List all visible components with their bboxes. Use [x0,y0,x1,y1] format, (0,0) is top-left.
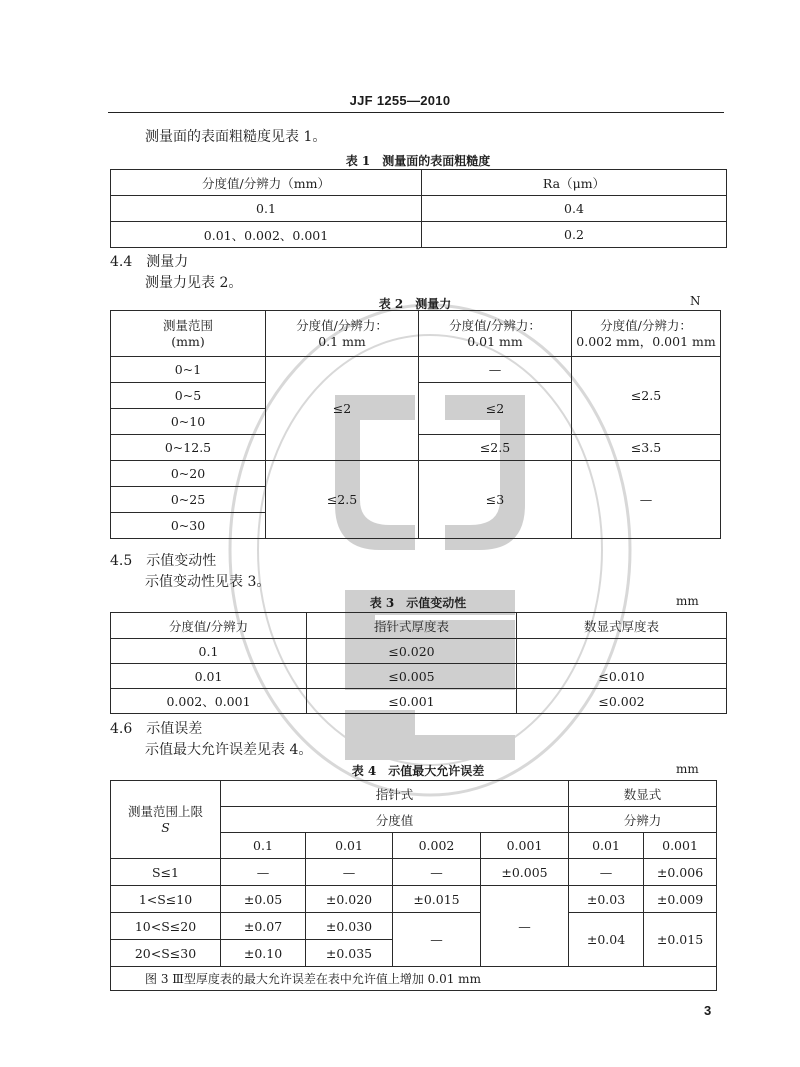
table3-cell: ≤0.002 [517,689,727,714]
table2-cell: ≤2 [266,357,419,461]
table3-cell: ≤0.001 [307,689,517,714]
table4-cell: — [393,859,481,886]
table2-range: 0~30 [111,513,266,539]
table4-cell: ±0.03 [569,886,644,913]
table2-range: 0~1 [111,357,266,383]
header-line: (mm) [171,333,205,349]
table3-cell: 0.1 [111,639,307,664]
table2-range: 0~12.5 [111,435,266,461]
table4-cell: ±0.005 [481,859,569,886]
table3-cell: ≤0.020 [307,639,517,664]
header-line: 分度值/分辨力： [296,317,388,333]
table4-range-header [111,781,221,859]
table4-cell: ±0.015 [393,886,481,913]
table4-col-header: 0.01 [569,833,644,859]
table3 [110,612,727,714]
table2-cell: ≤2.5 [419,435,572,461]
table2 [110,310,721,539]
table1-header: Ra（μm） [422,170,727,196]
table2-cell: ≤3 [419,461,572,539]
table3-caption: 表 3 示值变动性 [369,596,467,610]
header-symbol: S [161,819,170,835]
table1-cell: 0.2 [422,222,727,248]
table1-cell: 0.01、0.002、0.001 [111,222,422,248]
section-number: 4.6 [110,721,133,737]
table4-row-label: 20<S≤30 [111,940,221,967]
table1-caption: 表 1 测量面的表面粗糙度 [345,154,491,168]
table4-pointer-header: 指针式 [221,781,569,807]
table4-col-header: 0.1 [221,833,306,859]
table4-col-header: 0.001 [644,833,717,859]
header-line: 分度值/分辨力： [600,317,692,333]
table4-cell: ±0.009 [644,886,717,913]
section-title: 示值变动性 [146,553,217,569]
table2-header-001 [419,311,572,357]
table2-range: 0~25 [111,487,266,513]
table4-row-label: S≤1 [111,859,221,886]
section-4-5-text: 示值变动性见表 3。 [145,574,271,590]
table2-header-0002 [572,311,721,357]
table2-cell: ≤2 [419,383,572,435]
table2-header-range [111,311,266,357]
table2-cell: ≤2.5 [266,461,419,539]
section-title: 测量力 [146,254,189,270]
table1 [110,169,727,248]
table4-cell: ±0.07 [221,913,306,940]
table2-cell: ≤2.5 [572,357,721,435]
table4-cell: — [221,859,306,886]
table3-unit: mm [676,594,699,608]
section-title: 示值误差 [146,721,203,737]
page-header: JJF 1255—2010 [349,93,451,108]
header-line: 0.002 mm，0.001 mm [576,333,716,349]
table3-cell: ≤0.005 [307,664,517,689]
header-rule [108,112,724,113]
table3-cell [517,639,727,664]
header-line: 0.1 mm [318,333,366,349]
table4-col-header: 0.002 [393,833,481,859]
header-line: 测量范围上限 [127,803,203,819]
section-number: 4.5 [110,553,133,569]
table3-header: 指针式厚度表 [307,613,517,639]
table2-caption: 表 2 测量力 [378,297,452,311]
table4-cell: — [481,886,569,967]
table4-col-header: 0.01 [306,833,393,859]
table4-cell: ±0.10 [221,940,306,967]
table4-cell: ±0.035 [306,940,393,967]
table4 [110,780,717,991]
table4-cell: — [569,859,644,886]
table2-cell: ≤3.5 [572,435,721,461]
header-line: 0.01 mm [467,333,523,349]
table2-cell: — [419,357,572,383]
table2-unit: N [690,294,701,308]
table2-cell: — [572,461,721,539]
table4-cell: — [306,859,393,886]
header-line: 分度值/分辨力： [449,317,541,333]
table4-cell: ±0.04 [569,913,644,967]
table3-cell: 0.01 [111,664,307,689]
table2-range: 0~5 [111,383,266,409]
table4-row-label: 10<S≤20 [111,913,221,940]
table4-unit: mm [676,762,699,776]
section-4-6-text: 示值最大允许误差见表 4。 [145,742,313,758]
table4-cell: ±0.015 [644,913,717,967]
table4-note: 图 3 Ⅲ型厚度表的最大允许误差在表中允许值上增加 0.01 mm [111,967,717,991]
section-number: 4.4 [110,254,133,270]
intro-text: 测量面的表面粗糙度见表 1。 [145,129,327,145]
table3-cell: 0.002、0.001 [111,689,307,714]
table1-cell: 0.1 [111,196,422,222]
table4-digital-header: 数显式 [569,781,717,807]
table4-cell: ±0.030 [306,913,393,940]
table4-row-label: 1<S≤10 [111,886,221,913]
table2-range: 0~20 [111,461,266,487]
table4-cell: ±0.020 [306,886,393,913]
table3-cell: ≤0.010 [517,664,727,689]
section-4-5-heading [110,550,216,570]
table2-header-01 [266,311,419,357]
table4-resolution-header: 分辨力 [569,807,717,833]
table1-header: 分度值/分辨力（mm） [111,170,422,196]
table4-cell: ±0.05 [221,886,306,913]
header-line: 测量范围 [162,317,213,333]
table2-range: 0~10 [111,409,266,435]
table4-cell: ±0.006 [644,859,717,886]
table4-col-header: 0.001 [481,833,569,859]
page-number: 3 [704,1003,712,1018]
section-4-4-heading [110,251,188,271]
table4-caption: 表 4 示值最大允许误差 [351,764,485,778]
table4-division-header: 分度值 [221,807,569,833]
table3-header: 数显式厚度表 [517,613,727,639]
table4-cell: — [393,913,481,967]
table3-header: 分度值/分辨力 [111,613,307,639]
section-4-6-heading [110,718,202,738]
table1-cell: 0.4 [422,196,727,222]
section-4-4-text: 测量力见表 2。 [145,275,243,291]
